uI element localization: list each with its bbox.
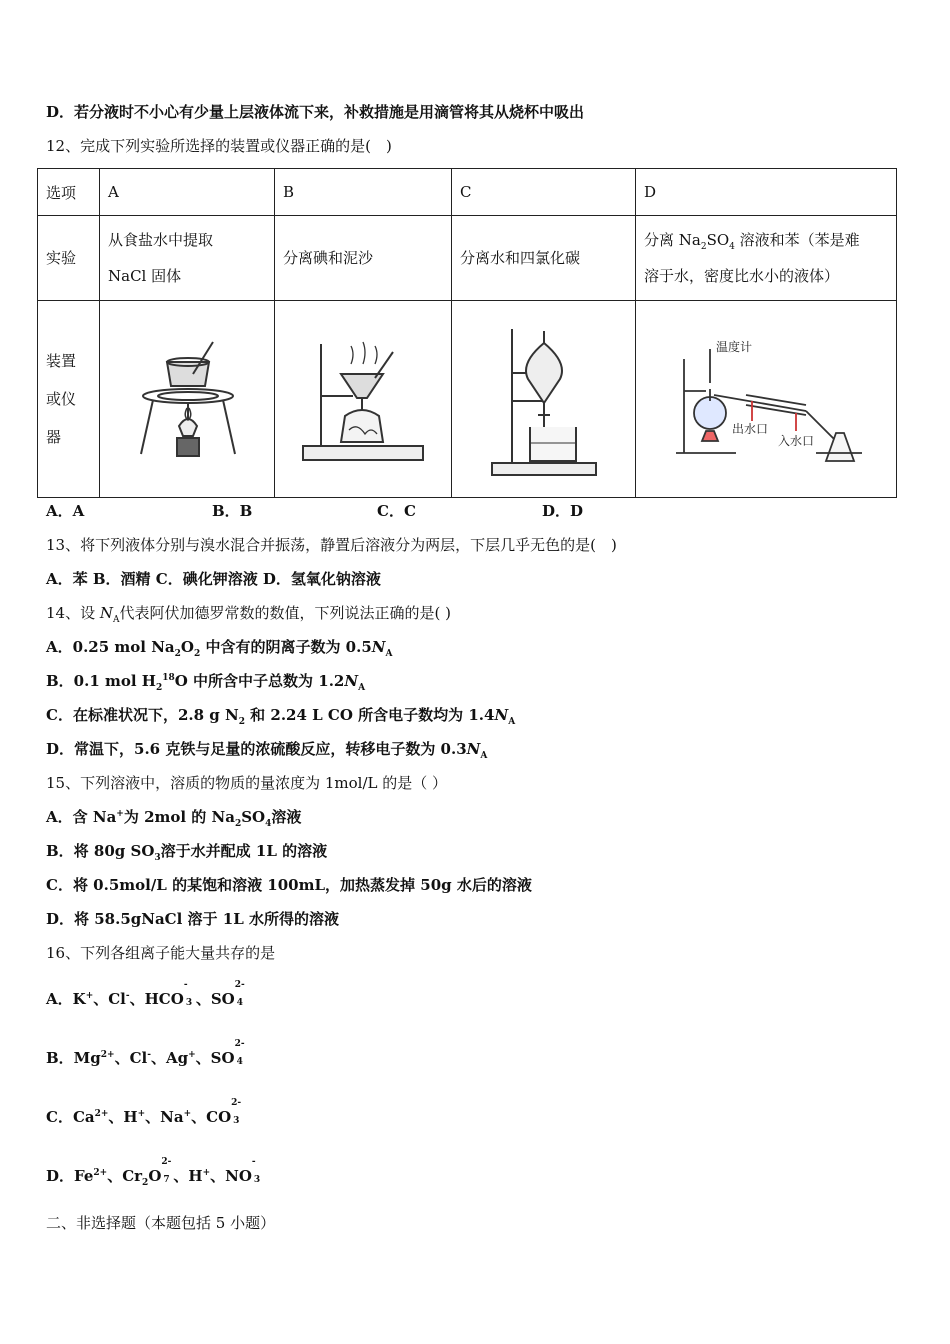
label-water-out: 出水口 [732, 422, 769, 436]
q16c-p4: 、CO [191, 1108, 232, 1126]
distillation-figure [666, 329, 866, 469]
q16-option-a [46, 980, 247, 1009]
q14a-sub2: 2 [193, 649, 201, 659]
q16a-u4: 2- [234, 980, 245, 990]
q16b-s2: - [147, 1050, 151, 1060]
q12-table [37, 168, 897, 498]
q14b-sub1: 2 [155, 683, 163, 693]
q16c-p1: C．Ca [46, 1108, 95, 1126]
q14-stem-post: 代表阿伏加德罗常数的数值，下列说法正确的是( ) [119, 604, 451, 622]
q14a-pre: A．0.25 mol Na [46, 638, 175, 656]
answer-c: C．C [377, 502, 416, 520]
apparatus-label [38, 301, 100, 498]
q13-stem-text: 13、将下列液体分别与溴水混合并振荡，静置后溶液分为两层，下层几乎无色的是( ) [46, 536, 617, 554]
exp-a [100, 216, 275, 301]
q16-option-d [46, 1157, 264, 1188]
exp-d-line2: 溶于水，密度比水小的液体） [644, 267, 840, 285]
q14c-a: A [508, 717, 516, 727]
q14a-n: N [371, 638, 386, 656]
q16b-stack4 [234, 1039, 247, 1068]
q16d-u3: 2- [161, 1157, 172, 1167]
q16d-p4: 、H [173, 1167, 203, 1185]
q16a-stack3 [183, 980, 196, 1009]
exp-b: 分离碘和泥沙 [275, 216, 452, 301]
q15b-post: 溶于水并配成 1L 的溶液 [160, 842, 328, 860]
exp-label: 实验 [38, 216, 100, 301]
q14-stem-pre: 14、设 [46, 604, 100, 622]
q16b-p3: 、Ag [150, 1049, 189, 1067]
q16-option-c [46, 1098, 243, 1127]
q16b-d4: 4 [236, 1057, 243, 1067]
q16d-u5: - [251, 1157, 256, 1167]
header-b: B [275, 169, 452, 216]
q16c-d4: 3 [233, 1116, 240, 1126]
q15-option-d: D．将 58.5gNaCl 溶于 1L 水所得的溶液 [46, 910, 339, 928]
answer-b: B．B [212, 502, 253, 520]
q16c-s3: + [183, 1109, 192, 1119]
q16c-stack4 [231, 1098, 243, 1127]
q15a-post: 溶液 [271, 808, 302, 826]
q14a-mid: O [180, 638, 194, 656]
header-c: C [452, 169, 636, 216]
q16d-d3: 7 [163, 1175, 170, 1185]
q15-option-c: C．将 0.5mol/L 的某饱和溶液 100mL，加热蒸发掉 50g 水后的溶液 [46, 876, 532, 894]
label-thermometer: 温度计 [716, 340, 753, 354]
q16d-stack5 [251, 1157, 264, 1186]
q16a-d4: 4 [236, 998, 243, 1008]
q14-stem [46, 603, 451, 623]
q14a-a: A [385, 649, 393, 659]
q15-stem [46, 773, 447, 793]
q12-stem [46, 136, 392, 156]
q16d-p2: 、Cr [107, 1167, 143, 1185]
answer-a: A．A [46, 502, 85, 520]
exp-d [636, 216, 897, 301]
exp-a-line2: NaCl 固体 [108, 267, 182, 285]
q15-stem-text: 15、下列溶液中，溶质的物质的量浓度为 1mol/L 的是（ ） [46, 774, 448, 792]
q16-option-b [46, 1039, 247, 1068]
q14b-a: A [358, 683, 366, 693]
q15a-mid: 为 2mol 的 Na [123, 808, 235, 826]
q14-option-a [46, 637, 392, 657]
q15b-sub1: 3 [154, 853, 161, 863]
q16d-d5: 3 [253, 1175, 261, 1185]
q16d-stack3 [161, 1157, 173, 1186]
q14b-pre: B．0.1 mol H [46, 672, 156, 690]
q14d-a: A [480, 751, 488, 761]
q15-option-b [46, 841, 327, 861]
q15a-pre: A．含 Na [46, 808, 117, 826]
q14c-sub1: 2 [238, 717, 245, 727]
q15a-mid2: SO [241, 808, 266, 826]
q14-option-c [46, 705, 515, 725]
q14a-post: 中含有的阴离子数为 0.5 [200, 638, 372, 656]
apparatus-label-1: 装置 [46, 352, 77, 370]
header-a: A [100, 169, 275, 216]
q14d-n: N [466, 740, 481, 758]
section-2-title: 二、非选择题（本题包括 5 小题） [46, 1214, 276, 1232]
exp-d-post: 溶液和苯（苯是难 [734, 231, 860, 249]
label-water-in: 入水口 [778, 434, 815, 448]
exp-d-sub1: 2 [700, 242, 707, 252]
q16d-p1: D．Fe [46, 1167, 94, 1185]
separatory-funnel-figure [484, 319, 604, 479]
q16b-p4: 、SO [195, 1049, 235, 1067]
q15a-sub1: 2 [234, 819, 242, 829]
q14b-n: N [344, 672, 359, 690]
q15a-sup: + [116, 809, 124, 819]
q16c-u4: 2- [231, 1098, 242, 1108]
apparatus-label-3: 器 [46, 428, 62, 446]
q14c-n: N [494, 706, 509, 724]
q14-stem-n: N [99, 604, 113, 622]
q16a-p2: 、Cl [93, 990, 126, 1008]
apparatus-b [275, 301, 452, 498]
q16d-s4: + [202, 1168, 211, 1178]
header-option: 选项 [38, 169, 100, 216]
q16a-p4: 、SO [195, 990, 235, 1008]
q14-option-d [46, 739, 487, 759]
apparatus-d [636, 301, 897, 498]
q16a-stack4 [234, 980, 247, 1009]
q14-stem-a: A [112, 615, 120, 625]
exp-d-mid: SO [706, 231, 730, 249]
apparatus-c [452, 301, 636, 498]
q15-option-a [46, 807, 301, 827]
q12-stem-text: 12、完成下列实验所选择的装置或仪器正确的是( ) [46, 137, 392, 155]
q14b-sup: 18 [162, 673, 175, 683]
q16a-p3: 、HCO [129, 990, 184, 1008]
q16a-u3: - [183, 980, 188, 990]
q14c-post: 和 2.24 L CO 所含电子数均为 1.4 [244, 706, 495, 724]
q14a-sub1: 2 [174, 649, 181, 659]
q16d-sb2: 2 [142, 1178, 149, 1188]
q16b-p1: B．Mg [46, 1049, 101, 1067]
q16c-p2: 、H [108, 1108, 138, 1126]
apparatus-label-2: 或仪 [46, 390, 77, 408]
q16c-s1: 2+ [94, 1109, 109, 1119]
exp-d-pre: 分离 Na [644, 231, 701, 249]
q13-stem [46, 535, 617, 555]
exp-d-sub2: 4 [729, 242, 735, 252]
q16a-s2: - [125, 991, 130, 1001]
q16a-p1: A．K [46, 990, 86, 1008]
answer-d: D．D [542, 502, 584, 520]
q15a-sub2: 4 [265, 819, 272, 829]
exp-c: 分离水和四氯化碳 [452, 216, 636, 301]
q16b-p2: 、Cl [114, 1049, 148, 1067]
header-d: D [636, 169, 897, 216]
q16a-d3: 3 [185, 998, 193, 1008]
q16d-p3: O [148, 1167, 162, 1185]
q14b-post: O 中所含中子总数为 1.2 [174, 672, 345, 690]
q16-stem [46, 943, 275, 963]
q16d-p5: 、NO [210, 1167, 252, 1185]
q14c-pre: C．在标准状况下，2.8 g N [46, 706, 239, 724]
q16d-s1: 2+ [93, 1168, 108, 1178]
q14-option-b [46, 671, 365, 691]
exp-a-line1: 从食盐水中提取 [108, 231, 214, 249]
q16c-s2: + [137, 1109, 146, 1119]
q16b-s1: 2+ [100, 1050, 115, 1060]
q13-options: A．苯 B．酒精 C．碘化钾溶液 D．氢氧化钠溶液 [46, 570, 381, 588]
q16c-p3: 、Na [145, 1108, 184, 1126]
q15b-pre: B．将 80g SO [46, 842, 155, 860]
apparatus-a [100, 301, 275, 498]
evaporating-dish-figure [127, 334, 247, 464]
q16-stem-text: 16、下列各组离子能大量共存的是 [46, 944, 276, 962]
q11-option-d: D．若分液时不小心有少量上层液体流下来，补救措施是用滴管将其从烧杯中吸出 [46, 103, 585, 121]
filtration-figure [293, 334, 433, 464]
q14d-text: D．常温下，5.6 克铁与足量的浓硫酸反应，转移电子数为 0.3 [46, 740, 467, 758]
q16b-u4: 2- [234, 1039, 245, 1049]
q16a-s1: + [85, 991, 94, 1001]
q16b-s3: + [188, 1050, 196, 1060]
